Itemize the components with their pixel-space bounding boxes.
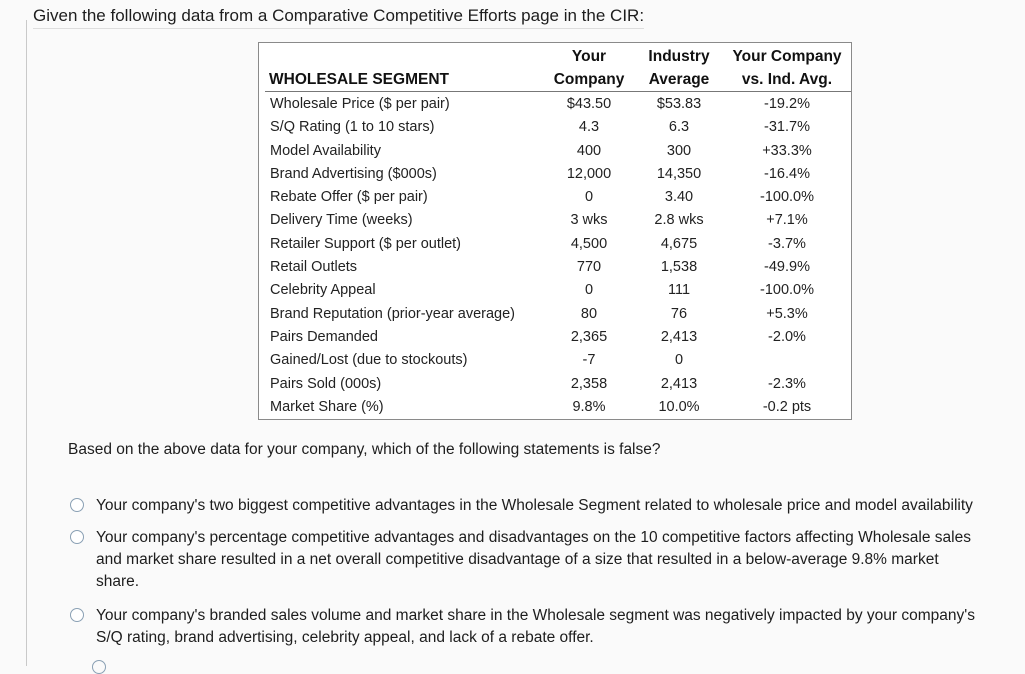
cir-data-table [258, 42, 852, 420]
answer-option-text: Your company's two biggest competitive advantages in the Wholesale Segment related to wholesale price and model availability [96, 497, 973, 514]
row-label: Celebrity Appeal [270, 282, 376, 299]
your-company-value: 0 [584, 189, 594, 206]
your-company-value: 400 [576, 142, 602, 159]
vs-industry-value: -2.0% [768, 328, 806, 345]
industry-average-value: 4,675 [660, 235, 698, 252]
industry-average-value: 111 [667, 282, 691, 299]
radio-button[interactable] [70, 498, 84, 512]
your-company-value: 2,365 [570, 328, 608, 345]
vs-industry-value: -100.0% [759, 189, 814, 206]
vs-industry-value: -3.7% [768, 235, 806, 252]
industry-average-value: 2,413 [660, 375, 698, 392]
radio-button[interactable] [70, 608, 84, 622]
vs-industry-value: -2.3% [768, 375, 806, 392]
your-company-value: 80 [580, 305, 598, 322]
table-row [259, 373, 851, 396]
industry-average-value: 1,538 [660, 259, 698, 276]
vs-industry-value: +33.3% [762, 142, 812, 159]
vs-industry-value: +5.3% [766, 305, 808, 322]
your-company-value: 12,000 [566, 165, 612, 182]
header-divider [265, 91, 851, 92]
table-row [259, 209, 851, 232]
table-row [259, 140, 851, 163]
industry-average-value: 76 [670, 305, 688, 322]
radio-button-partial[interactable] [92, 660, 106, 674]
your-company-value: 0 [584, 282, 594, 299]
vs-industry-value: -0.2 pts [762, 398, 812, 415]
table-row [259, 186, 851, 209]
table-row [259, 93, 851, 116]
vs-industry-value: -49.9% [764, 259, 810, 276]
your-company-value: 770 [576, 259, 602, 276]
industry-average-value: 3.40 [664, 189, 694, 206]
industry-average-value: 10.0% [658, 398, 700, 415]
row-label: Model Availability [270, 142, 381, 159]
vs-industry-value: -100.0% [759, 282, 814, 299]
answer-option[interactable] [70, 527, 1025, 593]
row-label: Pairs Sold (000s) [270, 375, 382, 392]
vs-industry-value: -31.7% [764, 119, 810, 136]
your-company-value: 4.3 [578, 119, 600, 136]
row-label: Retailer Support ($ per outlet) [270, 235, 462, 252]
table-row [259, 326, 851, 349]
table-row [259, 303, 851, 326]
table-row [259, 233, 851, 256]
answer-option-text: Your company's branded sales volume and market share in the Wholesale segment was negatively impacted by your company's S/Q rating, brand advertising, celebrity appeal, and lack of a rebate offer. [96, 607, 975, 646]
answer-option[interactable] [70, 495, 1025, 517]
header-your-company: Your Company [553, 48, 625, 88]
industry-average-value: $53.83 [656, 96, 702, 112]
header-vs-industry: Your Company vs. Ind. Avg. [732, 48, 842, 88]
row-label: Delivery Time (weeks) [270, 212, 413, 229]
row-label: Pairs Demanded [270, 328, 378, 345]
your-company-value: 4,500 [570, 235, 608, 252]
industry-average-value: 300 [666, 142, 692, 159]
row-label: Market Share (%) [270, 398, 384, 415]
your-company-value: 3 wks [570, 212, 608, 229]
row-label: Wholesale Price ($ per pair) [270, 96, 450, 112]
table-row [259, 116, 851, 139]
row-label: Gained/Lost (due to stockouts) [270, 352, 468, 369]
vs-industry-value: -19.2% [764, 96, 810, 112]
table-row [259, 279, 851, 302]
answer-option[interactable] [70, 605, 1025, 649]
row-label: Retail Outlets [270, 259, 358, 276]
your-company-value: -7 [582, 352, 596, 369]
table-body [259, 93, 851, 419]
row-label: Brand Reputation (prior-year average) [270, 305, 516, 322]
industry-average-value: 2.8 wks [654, 212, 704, 229]
radio-button[interactable] [70, 530, 84, 544]
your-company-value: 9.8% [572, 398, 606, 415]
vs-industry-value: -16.4% [764, 165, 810, 182]
industry-average-value: 6.3 [668, 119, 690, 136]
question-intro: Given the following data from a Comparative Competitive Efforts page in the CIR: [33, 6, 644, 29]
segment-header: WHOLESALE SEGMENT [269, 71, 449, 88]
table-row [259, 163, 851, 186]
question-prompt: Based on the above data for your company, which of the following statements is false? [68, 441, 661, 458]
row-label: Brand Advertising ($000s) [270, 165, 437, 182]
industry-average-value: 14,350 [656, 165, 702, 182]
table-row [259, 256, 851, 279]
table-row [259, 396, 851, 419]
your-company-value: 2,358 [570, 375, 608, 392]
page-left-rule [26, 20, 27, 666]
industry-average-value: 0 [674, 352, 684, 369]
answer-option-text: Your company's percentage competitive advantages and disadvantages on the 10 competitive factors affecting Wholesale sales and market share resulted in a net overall competitive disadvantage of a size that resulted in a below-average 9.8% market share. [96, 529, 971, 590]
header-industry-average: Industry Average [648, 48, 710, 88]
vs-industry-value: +7.1% [766, 212, 808, 229]
industry-average-value: 2,413 [660, 328, 698, 345]
row-label: Rebate Offer ($ per pair) [270, 189, 428, 206]
row-label: S/Q Rating (1 to 10 stars) [270, 119, 435, 136]
your-company-value: $43.50 [566, 96, 612, 112]
table-row [259, 349, 851, 372]
